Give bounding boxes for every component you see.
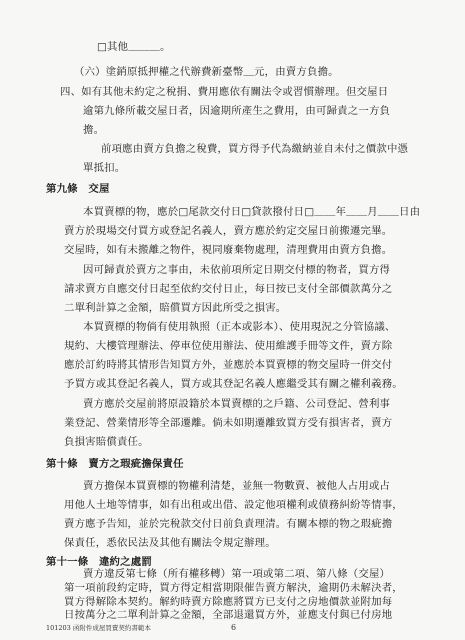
text-line: 保責任，悉依民法及其他有關法令規定辦理。 xyxy=(64,537,276,549)
section-heading-article-10: 第十條 賣方之瑕疵擔保責任 xyxy=(46,458,184,470)
text-line: 業登記、營業情形等全部遷離。倘未如期遷離致買方受有損害者，賣方 xyxy=(64,417,393,429)
text-line: 交屋時，如有未搬離之物件，視同廢棄物處理，清理費用由賣方負擔。 xyxy=(64,244,393,256)
text-line: 賣方擔保本買賣標的物權利清楚，並無一物數賣、被他人占用或占 xyxy=(83,480,391,492)
section-heading-article-9: 第九條 交屋 xyxy=(46,183,110,195)
text-line: 本買賣標的物倘有使用執照（正本或影本）、使用現況之分管協議、 xyxy=(83,321,396,333)
text-line: 日按萬分之二單利計算之金額，全部退還買方外，並應支付與已付房地 xyxy=(64,609,393,621)
text-line: □其他＿＿＿。 xyxy=(97,41,171,53)
text-line: 賣方應於交屋前將原設籍於本買賣標的之戶籍、公司登記、營利事 xyxy=(83,398,391,410)
text-line: 賣方違反第七條（所有權移轉）第一項或第二項、第八條（交屋） xyxy=(83,568,391,580)
text-line: 規約、大樓管理辦法、停車位使用辦法、使用維護手冊等文件，賣方除 xyxy=(64,340,393,352)
text-line: 賣方應予告知，並於完稅款交付日前負責理清。有關本標的物之瑕疵擔 xyxy=(64,518,393,530)
page-number: 6 xyxy=(231,623,237,632)
text-line: 單抵扣。 xyxy=(83,162,126,174)
text-line: 賣方於現場交付買方或登記名義人，賣方應於約定交屋日前搬遷完畢。 xyxy=(64,225,393,237)
text-line: 因可歸責於賣方之事由，未依前項所定日期交付標的物者，買方得 xyxy=(83,264,391,276)
text-line: 二單利計算之金額，賠償買方因此所受之損害。 xyxy=(64,302,287,314)
text-line: 請求賣方自應交付日起至依約交付日止，每日按已支付全部價款萬分之 xyxy=(64,283,393,295)
text-line: 買方得解除本契約。解約時賣方除應將買方已支付之房地價款並附加每 xyxy=(64,596,393,608)
footer-label: 101203 函附件成屋買賣契約書範本 xyxy=(46,624,151,632)
text-line: 應於訂約時將其情形告知買方外，並應於本買賣標的物交屋時一併交付 xyxy=(64,359,393,371)
text-line: 本買賣標的物，應於□尾款交付日□貸款撥付日□＿＿年＿＿月＿＿日由 xyxy=(83,206,421,218)
section-heading-article-11: 第十一條 違約之處罰 xyxy=(46,556,152,568)
text-line: 第一項前段約定時，買方得定相當期限催告賣方解決，逾期仍未解決者， xyxy=(64,582,403,594)
text-line: 予買方或其登記名義人，買方或其登記名義人應繼受其有關之權利義務。 xyxy=(64,378,403,390)
text-line: 前項應由賣方負擔之稅費，買方得予代為繳納並自未付之價款中憑 xyxy=(101,143,409,155)
text-line: 逾第九條所載交屋日者，因逾期所產生之費用，由可歸責之一方負 xyxy=(83,105,391,117)
text-line: 四、如有其他未約定之稅捐、費用應依有關法令或習慣辦理。但交屋日 xyxy=(60,86,389,98)
text-line: 負損害賠償責任。 xyxy=(64,436,149,448)
text-line: 擔。 xyxy=(83,124,105,136)
text-line: （六）塗銷原抵押權之代辦費新臺幣＿元，由賣方負擔。 xyxy=(74,66,339,78)
text-line: 用他人土地等情事，如有出租或出借、設定他項權利或債務糾紛等情事， xyxy=(64,499,403,511)
